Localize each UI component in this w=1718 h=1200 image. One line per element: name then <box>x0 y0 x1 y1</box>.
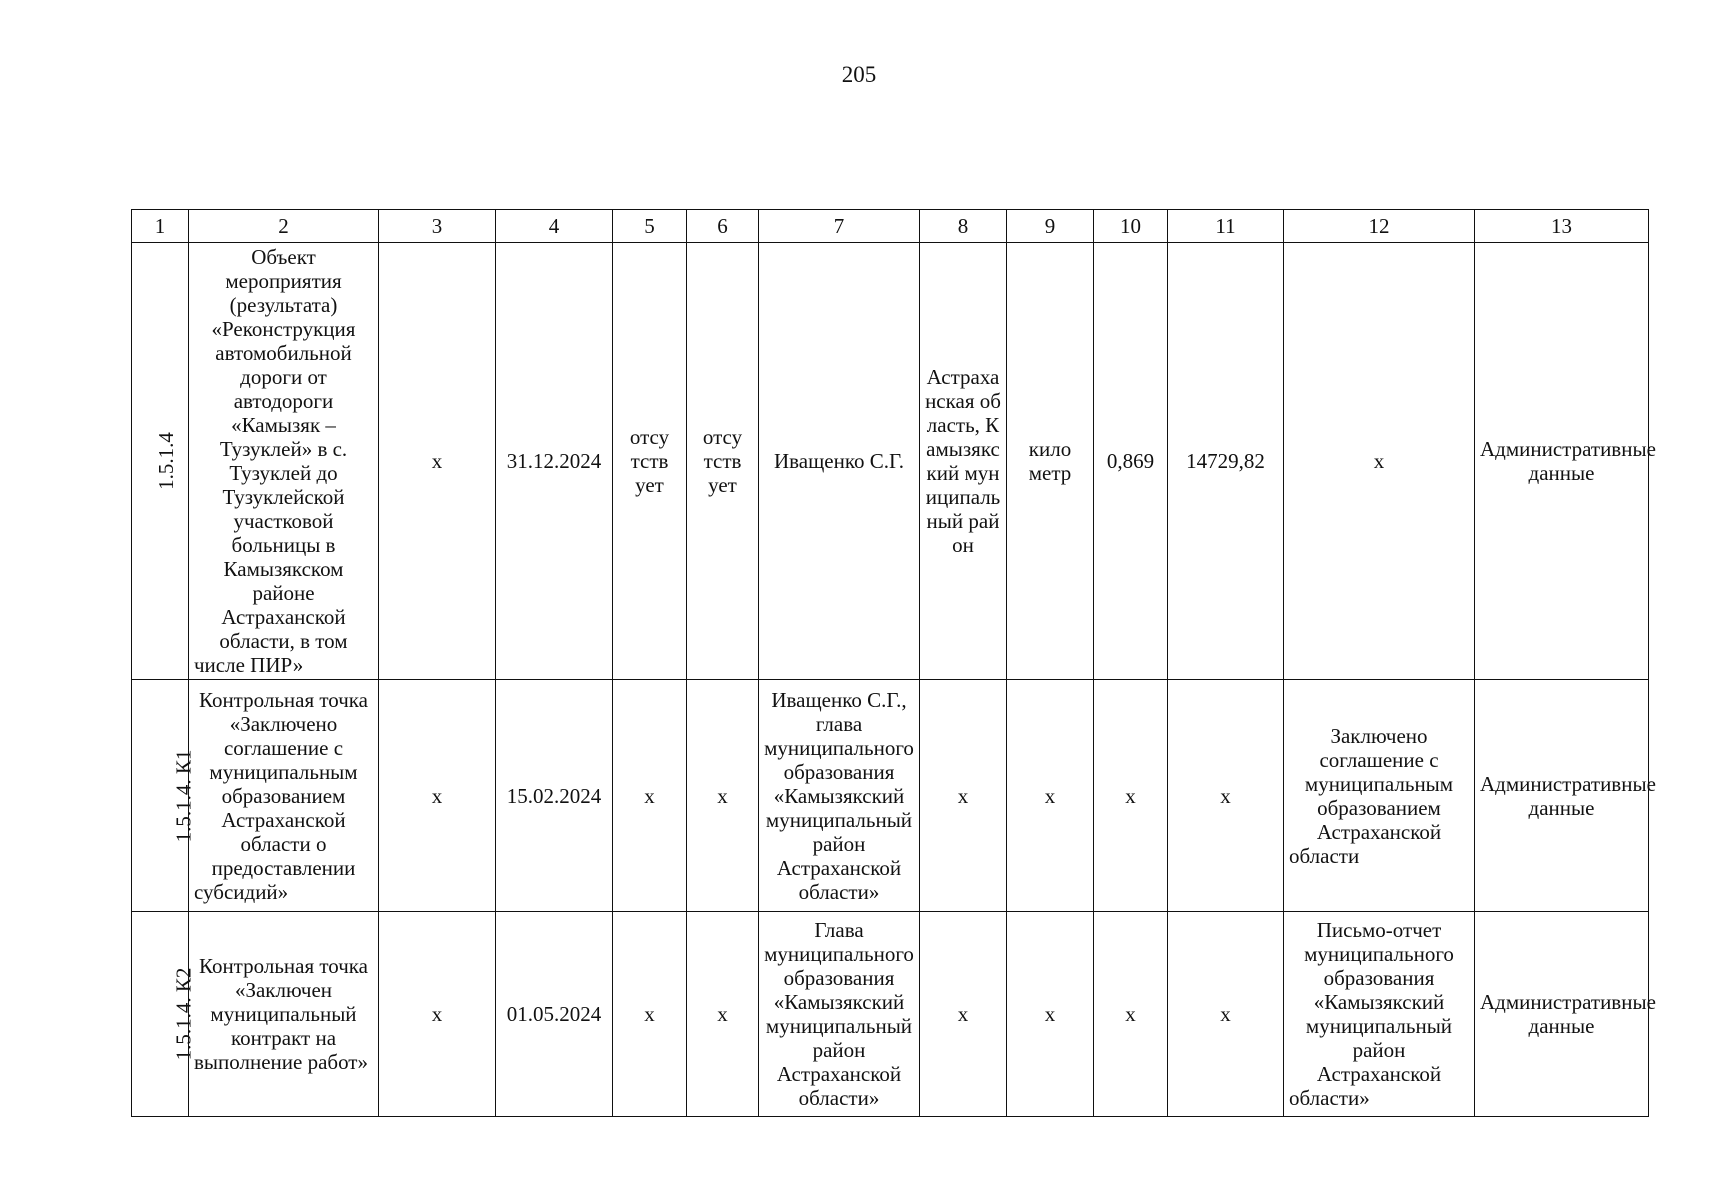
unit-cell <box>1007 243 1094 680</box>
header-cell: 5 <box>613 210 687 243</box>
row-code: 1.5.1.4 <box>153 432 178 490</box>
row-code: 1.5.1.4. К2 <box>171 967 196 1061</box>
cell: х <box>613 912 687 1117</box>
header-cell: 10 <box>1094 210 1168 243</box>
date-cell: 01.05.2024 <box>496 912 613 1117</box>
page-number: 205 <box>841 62 877 87</box>
unit-cell: х <box>1007 680 1094 912</box>
source-cell: Административные данные <box>1475 243 1649 680</box>
responsible-cell: Иващенко С.Г. <box>759 243 920 680</box>
header-cell: 8 <box>920 210 1007 243</box>
result-cell: х <box>1284 243 1475 680</box>
result-cell: Заключено соглашение с муниципальным образованием Астраханской области <box>1284 680 1475 912</box>
responsible-cell: Иващенко С.Г., глава муниципального образования «Камызякский муниципальный район Астраханской области» <box>759 680 920 912</box>
row-code: 1.5.1.4. К1 <box>171 749 196 842</box>
header-cell: 7 <box>759 210 920 243</box>
cell: х <box>613 680 687 912</box>
table-row <box>132 680 1649 912</box>
date-cell: 31.12.2024 <box>496 243 613 680</box>
code-cell <box>132 243 189 680</box>
header-cell: 12 <box>1284 210 1475 243</box>
territory-cell: х <box>920 680 1007 912</box>
header-cell: 11 <box>1168 210 1284 243</box>
amount-cell: х <box>1168 680 1284 912</box>
cell-text: километр <box>1028 437 1072 485</box>
name-cell: Контрольная точка «Заключен муниципальный контракт на выполнение работ» <box>189 912 379 1117</box>
cell <box>613 243 687 680</box>
cell-text: отсутствует <box>702 425 743 497</box>
header-cell: 3 <box>379 210 496 243</box>
cell <box>687 243 759 680</box>
source-cell: Административные данные <box>1475 680 1649 912</box>
cell: х <box>687 912 759 1117</box>
header-row <box>132 210 1649 243</box>
name-cell: Объект мероприятия (результата) «Реконструкция автомобильной дороги от автодороги «Камызяк – Тузуклей» в с. Тузуклей до Тузуклейской участковой больницы в Камызякском районе Астраханской области, в том числе ПИР» <box>189 243 379 680</box>
name-cell: Контрольная точка «Заключено соглашение с муниципальным образованием Астраханской области о предоставлении субсидий» <box>189 680 379 912</box>
source-cell: Административные данные <box>1475 912 1649 1117</box>
value-cell: х <box>1094 912 1168 1117</box>
header-cell: 1 <box>132 210 189 243</box>
responsible-cell: Глава муниципального образования «Камызякский муниципальный район Астраханской области» <box>759 912 920 1117</box>
measures-table <box>131 209 1656 1117</box>
territory-cell: х <box>920 912 1007 1117</box>
cell-text: отсутствует <box>629 425 670 497</box>
code-cell <box>132 912 196 1117</box>
cell: х <box>379 243 496 680</box>
territory-cell <box>920 243 1007 680</box>
header-cell: 4 <box>496 210 613 243</box>
cell: х <box>379 680 496 912</box>
cell: х <box>687 680 759 912</box>
table-row <box>132 243 1649 680</box>
header-cell: 2 <box>189 210 379 243</box>
date-cell: 15.02.2024 <box>496 680 613 912</box>
unit-cell: х <box>1007 912 1094 1117</box>
cell-text: Астраханская область, Камызякский муниципальный район <box>925 365 1001 557</box>
header-cell: 13 <box>1475 210 1649 243</box>
value-cell: 0,869 <box>1094 243 1168 680</box>
amount-cell: 14729,82 <box>1168 243 1284 680</box>
value-cell: х <box>1094 680 1168 912</box>
cell: х <box>379 912 496 1117</box>
result-cell: Письмо-отчет муниципального образования «Камызякский муниципальный район Астраханской области» <box>1284 912 1475 1117</box>
table-row <box>132 912 1649 1117</box>
amount-cell: х <box>1168 912 1284 1117</box>
code-cell <box>132 680 196 912</box>
header-cell: 9 <box>1007 210 1094 243</box>
header-cell: 6 <box>687 210 759 243</box>
